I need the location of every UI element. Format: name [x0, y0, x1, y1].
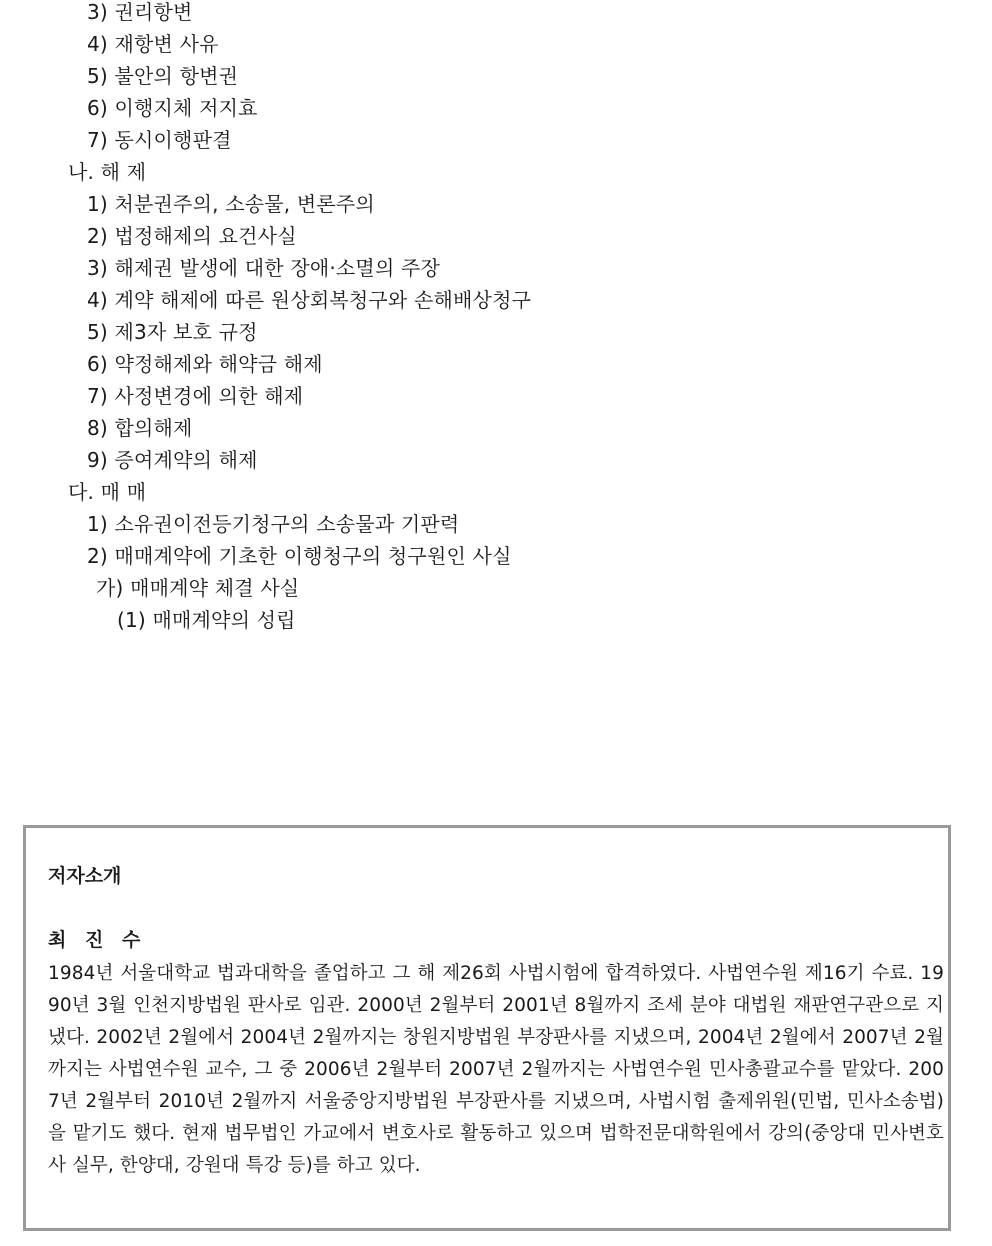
toc-subitem: 가) 매매계약 체결 사실 [96, 576, 300, 600]
toc-section-heading: 다. 매 매 [68, 480, 147, 504]
toc-item: 5) 불안의 항변권 [87, 64, 239, 88]
toc-item: 2) 매매계약에 기초한 이행청구의 청구원인 사실 [87, 544, 512, 568]
toc-item: 8) 합의해제 [87, 416, 193, 440]
author-introduction-box [23, 825, 951, 1231]
author-section-heading: 저자소개 [48, 865, 122, 887]
toc-subsubitem: (1) 매매계약의 성립 [117, 608, 296, 632]
toc-item: 6) 약정해제와 해약금 해제 [87, 352, 323, 376]
toc-item: 6) 이행지체 저지효 [87, 96, 258, 120]
toc-item: 1) 소유권이전등기청구의 소송물과 기판력 [87, 512, 460, 536]
toc-item: 5) 제3자 보호 규정 [87, 320, 258, 344]
toc-item: 4) 계약 해제에 따른 원상회복청구와 손해배상청구 [87, 288, 532, 312]
toc-item: 3) 권리항변 [87, 0, 193, 24]
toc-item: 3) 해제권 발생에 대한 장애·소멸의 주장 [87, 256, 441, 280]
author-name: 최 진 수 [48, 929, 147, 951]
toc-item: 4) 재항변 사유 [87, 32, 219, 56]
toc-item: 2) 법정해제의 요건사실 [87, 224, 297, 248]
author-biography: 1984년 서울대학교 법과대학을 졸업하고 그 해 제26회 사법시험에 합격하였다. 사법연수원 제16기 수료. 1990년 3월 인천지방법원 판사로 임관. 2000년 2월부터 2001년 8월까지 조세 분야 대법원 재판연구관으로 지냈다. 2002년 2월에서 2004년 2월까지는 창원지방법원 부장판사를 지냈으며, 2004년 2월에서 2007년 2월까지는 사법연수원 교수, 그 중 2006년 2월부터 2007년 2월까지는 사법연수원 민사총괄교수를 맡았다. 2007년 2월부터 2010년 2월까지 서울중앙지방법원 부장판사를 지냈으며, 사법시험 출제위원(민법, 민사소송법)을 맡기도 했다. 현재 법무법인 가교에서 변호사로 활동하고 있으며 법학전문대학원에서 강의(중앙대 민사변호사 실무, 한양대, 강원대 특강 등)를 하고 있다. [48, 963, 944, 1176]
toc-item: 7) 사정변경에 의한 해제 [87, 384, 304, 408]
toc-item: 7) 동시이행판결 [87, 128, 232, 152]
toc-section-heading: 나. 해 제 [68, 160, 147, 184]
toc-item: 9) 증여계약의 해제 [87, 448, 258, 472]
toc-item: 1) 처분권주의, 소송물, 변론주의 [87, 192, 375, 216]
